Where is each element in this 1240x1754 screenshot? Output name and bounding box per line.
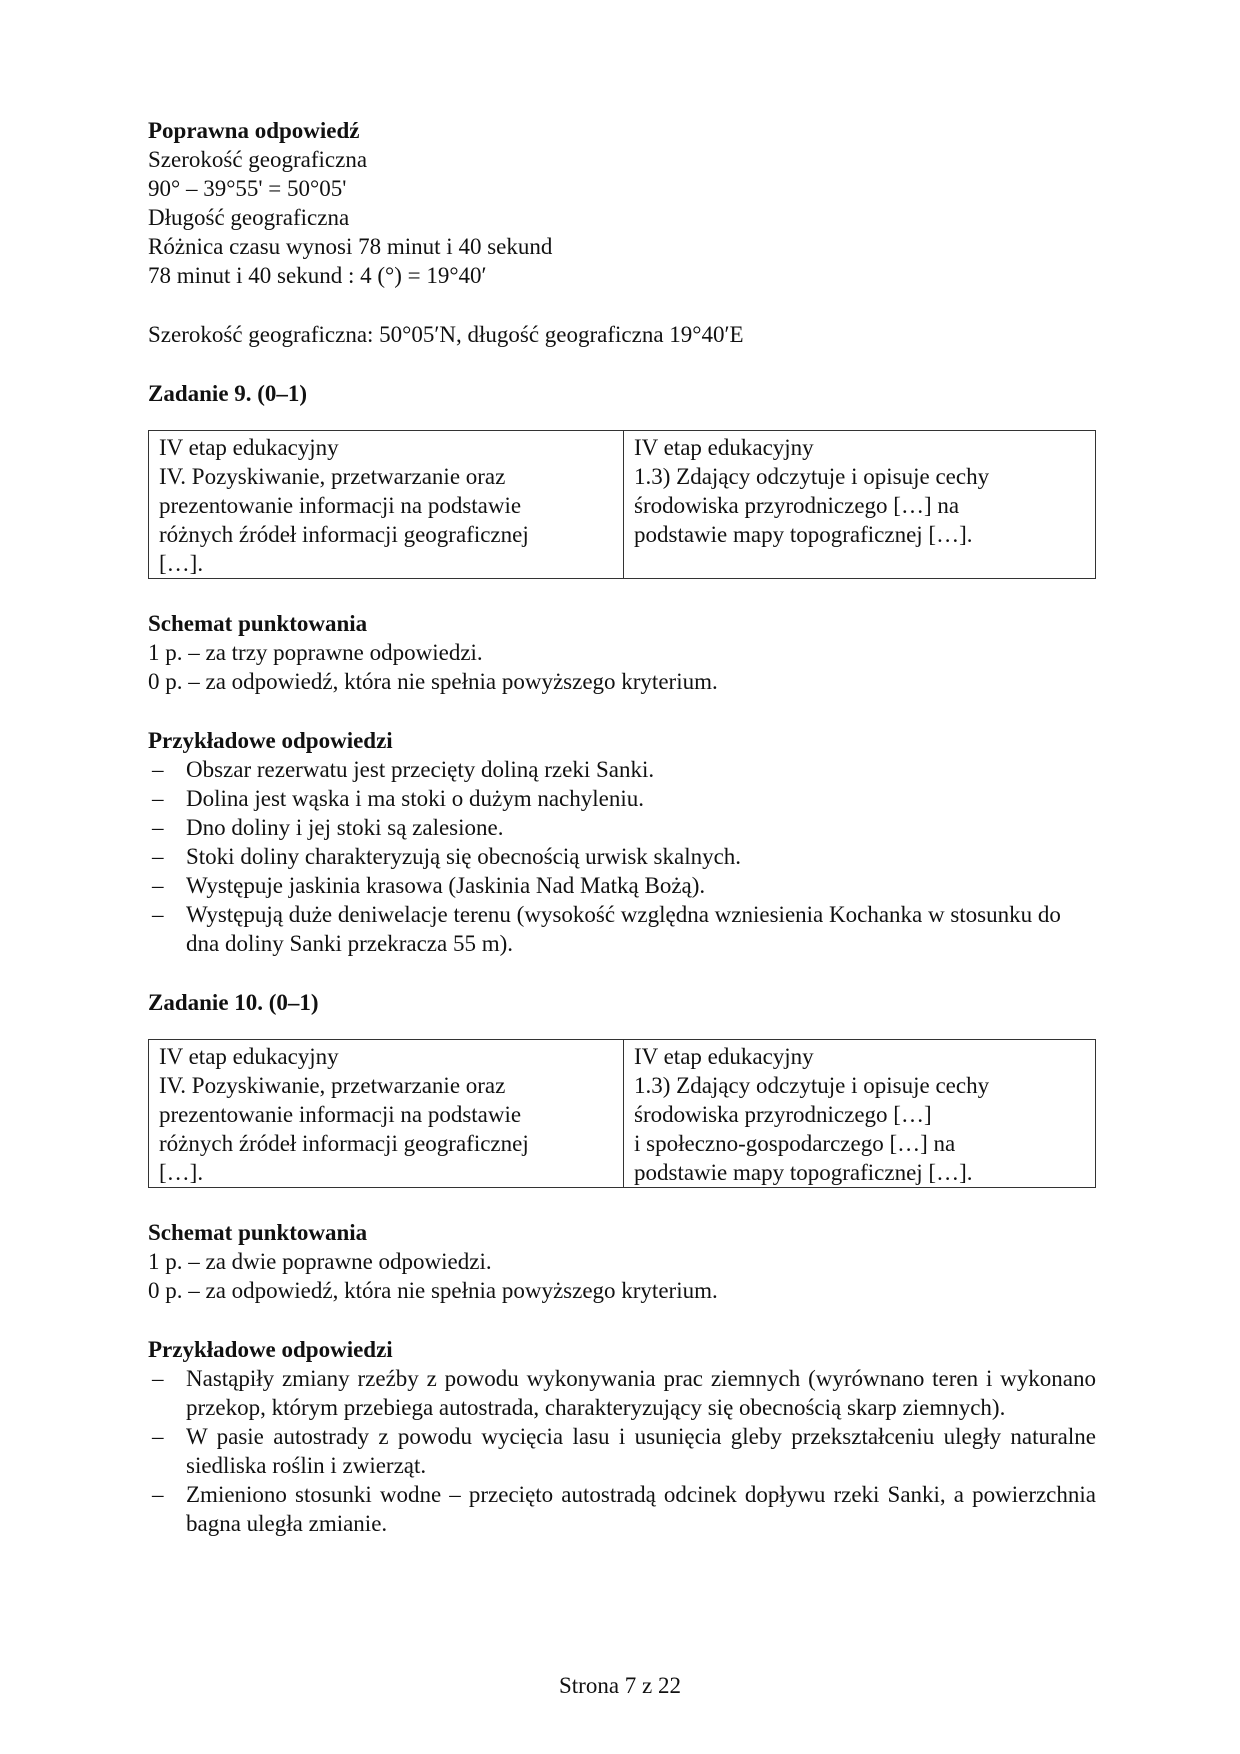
general-requirement-cell bbox=[149, 431, 624, 579]
cell-line: prezentowanie informacji na podstawie bbox=[159, 1102, 522, 1127]
detailed-requirement-cell bbox=[624, 1040, 1096, 1188]
cell-line: IV etap edukacyjny bbox=[634, 435, 814, 460]
list-item-text: Zmieniono stosunki wodne – przecięto autostradą odcinek dopływu rzeki Sanki, a powierzchnia bagna uległa zmianie. bbox=[186, 1482, 1096, 1536]
list-item bbox=[148, 1480, 1096, 1538]
cell-line: środowiska przyrodniczego […] bbox=[634, 1102, 932, 1127]
dash-bullet: – bbox=[152, 1482, 164, 1507]
list-item-text: Występują duże deniwelacje terenu (wysokość względna wzniesienia Kochanka w stosunku do dna doliny Sanki przekracza 55 m). bbox=[186, 902, 1061, 956]
list-item bbox=[148, 900, 1096, 958]
list-item bbox=[148, 842, 1096, 871]
scoring-line: 1 p. – za trzy poprawne odpowiedzi. bbox=[148, 640, 483, 665]
dash-bullet: – bbox=[152, 757, 164, 782]
cell-line: podstawie mapy topograficznej […]. bbox=[634, 1160, 973, 1185]
list-item-text: Stoki doliny charakteryzują się obecnością urwisk skalnych. bbox=[186, 844, 742, 869]
answer-summary: Szerokość geograficzna: 50°05′N, długość geograficzna 19°40′E bbox=[148, 322, 744, 347]
cell-line: IV etap edukacyjny bbox=[634, 1044, 814, 1069]
cell-line: […]. bbox=[159, 1160, 204, 1185]
cell-line: różnych źródeł informacji geograficznej bbox=[159, 1131, 529, 1156]
scoring-line: 0 p. – za odpowiedź, która nie spełnia powyższego kryterium. bbox=[148, 669, 718, 694]
cell-line: różnych źródeł informacji geograficznej bbox=[159, 522, 529, 547]
list-item bbox=[148, 1364, 1096, 1422]
list-item-text: Dno doliny i jej stoki są zalesione. bbox=[186, 815, 504, 840]
scoring-heading: Schemat punktowania bbox=[148, 611, 368, 636]
list-item-text: Obszar rezerwatu jest przecięty doliną rzeki Sanki. bbox=[186, 757, 655, 782]
scoring-line: 0 p. – za odpowiedź, która nie spełnia powyższego kryterium. bbox=[148, 1278, 718, 1303]
task-10-requirements-table bbox=[148, 1039, 1096, 1188]
cell-line: i społeczno-gospodarczego […] na bbox=[634, 1131, 956, 1156]
list-item-text: Występuje jaskinia krasowa (Jaskinia Nad Matką Bożą). bbox=[186, 873, 706, 898]
task-9-section bbox=[148, 379, 1096, 958]
correct-answer-heading: Poprawna odpowiedź bbox=[148, 118, 360, 143]
answer-line: Długość geograficzna bbox=[148, 205, 350, 230]
dash-bullet: – bbox=[152, 1424, 164, 1449]
cell-line: IV. Pozyskiwanie, przetwarzanie oraz bbox=[159, 464, 506, 489]
example-answers-list bbox=[148, 755, 1096, 958]
dash-bullet: – bbox=[152, 815, 164, 840]
answer-line: Różnica czasu wynosi 78 minut i 40 sekund bbox=[148, 234, 553, 259]
example-answers-heading: Przykładowe odpowiedzi bbox=[148, 728, 393, 753]
list-item-text: W pasie autostrady z powodu wycięcia lasu i usunięcia gleby przekształceniu uległy naturalne siedliska roślin i zwierząt. bbox=[186, 1424, 1096, 1478]
cell-line: 1.3) Zdający odczytuje i opisuje cechy bbox=[634, 1073, 990, 1098]
dash-bullet: – bbox=[152, 1366, 164, 1391]
list-item bbox=[148, 1422, 1096, 1480]
scoring-heading: Schemat punktowania bbox=[148, 1220, 368, 1245]
answer-line: Szerokość geograficzna bbox=[148, 147, 368, 172]
dash-bullet: – bbox=[152, 873, 164, 898]
list-item-text: Nastąpiły zmiany rzeźby z powodu wykonywania prac ziemnych (wyrównano teren i wykonano przekop, którym przebiega autostrada, charakteryzujący się obecnością skarp ziemnych). bbox=[186, 1366, 1096, 1420]
example-answers-heading: Przykładowe odpowiedzi bbox=[148, 1337, 393, 1362]
document-page bbox=[148, 116, 1096, 1538]
list-item bbox=[148, 871, 1096, 900]
dash-bullet: – bbox=[152, 902, 164, 927]
dash-bullet: – bbox=[152, 844, 164, 869]
answer-line: 90° – 39°55' = 50°05' bbox=[148, 176, 347, 201]
task-9-requirements-table bbox=[148, 430, 1096, 579]
general-requirement-cell bbox=[149, 1040, 624, 1188]
task-10-section bbox=[148, 988, 1096, 1538]
scoring-line: 1 p. – za dwie poprawne odpowiedzi. bbox=[148, 1249, 492, 1274]
dash-bullet: – bbox=[152, 786, 164, 811]
cell-line: środowiska przyrodniczego […] na bbox=[634, 493, 960, 518]
list-item bbox=[148, 755, 1096, 784]
cell-line: 1.3) Zdający odczytuje i opisuje cechy bbox=[634, 464, 990, 489]
page-number: Strona 7 z 22 bbox=[558, 1673, 681, 1698]
list-item bbox=[148, 784, 1096, 813]
list-item bbox=[148, 813, 1096, 842]
cell-line: IV etap edukacyjny bbox=[159, 1044, 339, 1069]
correct-answer-section bbox=[148, 116, 1096, 349]
cell-line: […]. bbox=[159, 551, 204, 576]
task-9-title: Zadanie 9. (0–1) bbox=[148, 381, 308, 406]
example-answers-list bbox=[148, 1364, 1096, 1538]
cell-line: prezentowanie informacji na podstawie bbox=[159, 493, 522, 518]
list-item-text: Dolina jest wąska i ma stoki o dużym nachyleniu. bbox=[186, 786, 644, 811]
answer-line: 78 minut i 40 sekund : 4 (°) = 19°40′ bbox=[148, 263, 487, 288]
task-10-title: Zadanie 10. (0–1) bbox=[148, 990, 319, 1015]
detailed-requirement-cell bbox=[624, 431, 1096, 579]
cell-line: podstawie mapy topograficznej […]. bbox=[634, 522, 973, 547]
cell-line: IV. Pozyskiwanie, przetwarzanie oraz bbox=[159, 1073, 506, 1098]
cell-line: IV etap edukacyjny bbox=[159, 435, 339, 460]
